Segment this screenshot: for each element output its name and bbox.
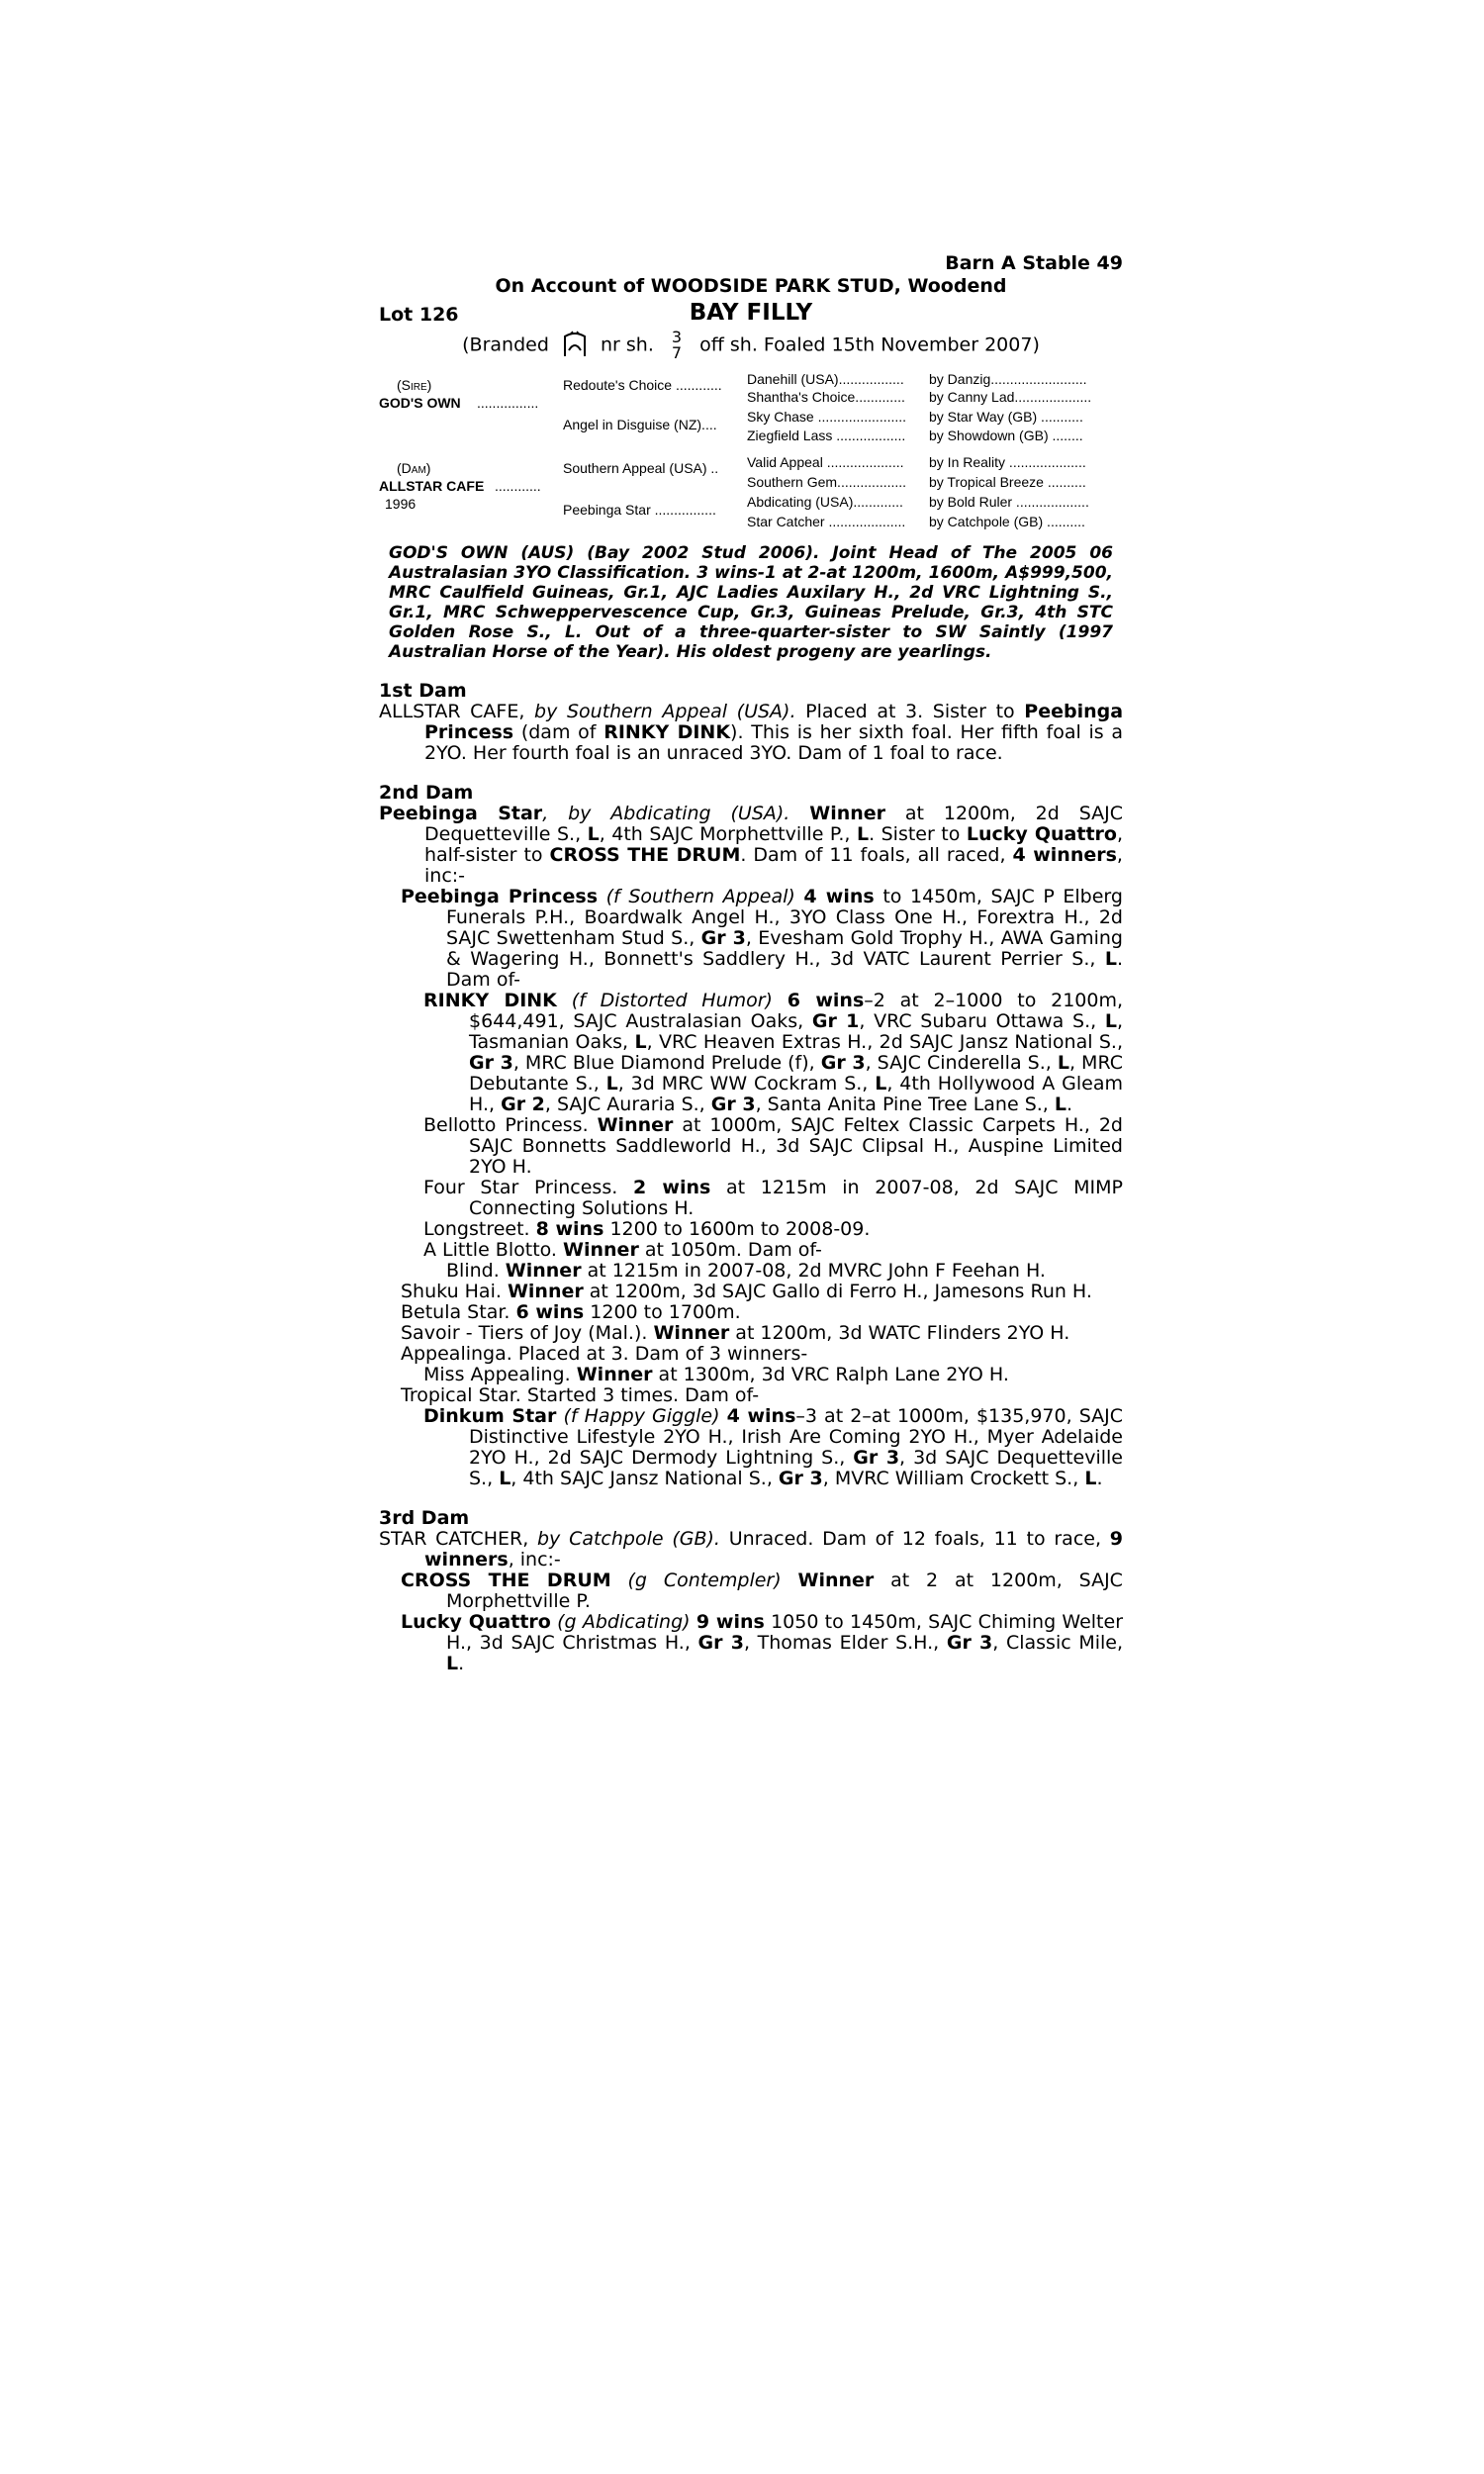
first-dam-heading: 1st Dam xyxy=(379,680,467,702)
first-dam-entry: ALLSTAR CAFE, by Southern Appeal (USA). Placed at 3. Sister to Peebinga Princess (dam of RINKY DINK). This is her sixth foal. Her fifth foal is a 2YO. Her fourth foal is an unraced 3YO. Dam of 1 foal to race. xyxy=(379,701,1124,764)
progeny-entry: Tropical Star. Started 3 times. Dam of- xyxy=(401,1384,760,1406)
pedigree-g3: Shantha's Choice............. xyxy=(747,389,905,405)
progeny-entry: Blind. Winner at 1215m in 2007-08, 2d MVRC John F Feehan H. xyxy=(446,1260,1046,1282)
progeny-entry: CROSS THE DRUM (g Contempler) Winner at 2 at 1200m, SAJC Morphettville P. xyxy=(401,1570,1123,1612)
progeny-entry: Savoir - Tiers of Joy (Mal.). Winner at 1200m, 3d WATC Flinders 2YO H. xyxy=(401,1322,1070,1344)
pedigree-table xyxy=(379,371,1123,529)
brand-number xyxy=(672,330,682,361)
progeny-entry: Lucky Quattro (g Abdicating) 9 wins 1050 to 1450m, SAJC Chiming Welter H., 3d SAJC Christmas H., Gr 3, Thomas Elder S.H., Gr 3, Classic Mile, L. xyxy=(401,1611,1124,1674)
pedigree-g2: Southern Appeal (USA) .. xyxy=(563,460,719,476)
brand-numerator: 3 xyxy=(671,328,683,346)
lot-number: Lot 126 xyxy=(379,304,459,326)
pedigree-g3: Ziegfield Lass .................. xyxy=(747,428,906,443)
progeny-entry: Shuku Hai. Winner at 1200m, 3d SAJC Gallo di Ferro H., Jamesons Run H. xyxy=(401,1281,1092,1302)
dam-foaled: 1996 xyxy=(385,496,417,512)
pedigree-g4: by Bold Ruler ................... xyxy=(929,494,1089,510)
pedigree-g4: by Tropical Breeze .......... xyxy=(929,474,1086,490)
progeny-entry: RINKY DINK (f Distorted Humor) 6 wins–2 at 2–1000 to 2100m, $644,491, SAJC Australasian Oaks, Gr 1, VRC Subaru Ottawa S., L, Tasmanian Oaks, L, VRC Heaven Extras H., 2d SAJC Jansz National S., Gr 3, MRC Blue Diamond Prelude (f), Gr 3, SAJC Cinderella S., L, MRC Debutante S., L, 3d MRC WW Cockram S., L, 4th Hollywood A Gleam H., Gr 2, SAJC Auraria S., Gr 3, Santa Anita Pine Tree Lane S., L. xyxy=(423,990,1124,1115)
brand-prefix: (Branded xyxy=(462,333,549,356)
third-dam-entry: STAR CATCHER, by Catchpole (GB). Unraced. Dam of 12 foals, 11 to race, 9 winners, inc:- xyxy=(379,1528,1123,1570)
pedigree-g4: by Showdown (GB) ........ xyxy=(929,428,1083,443)
second-dam-heading: 2nd Dam xyxy=(379,782,474,804)
pedigree-g3: Star Catcher .................... xyxy=(747,514,906,529)
progeny-entry: A Little Blotto. Winner at 1050m. Dam of- xyxy=(423,1239,822,1261)
progeny-entry: Appealinga. Placed at 3. Dam of 3 winners- xyxy=(401,1343,808,1365)
pedigree-g3: Abdicating (USA)............. xyxy=(747,494,903,510)
dam-dots: ............ xyxy=(495,478,541,494)
sire-name: GOD'S OWN xyxy=(379,395,461,411)
vendor-account: On Account of WOODSIDE PARK STUD, Woodend xyxy=(495,275,1007,297)
sire-dots: ................ xyxy=(477,395,539,411)
progeny-entry: Longstreet. 8 wins 1200 to 1600m to 2008-09. xyxy=(423,1218,871,1240)
pedigree-g4: by Catchpole (GB) .......... xyxy=(929,514,1085,529)
brand-suffix: off sh. Foaled 15th November 2007) xyxy=(699,333,1040,356)
pedigree-g3: Valid Appeal .................... xyxy=(747,454,904,470)
pedigree-g4: by Canny Lad.................... xyxy=(929,389,1092,405)
brand-mark-icon xyxy=(561,331,589,360)
sire-summary: GOD'S OWN (AUS) (Bay 2002 Stud 2006). Joint Head of The 2005 06 Australasian 3YO Classification. 3 wins-1 at 2-at 1200m, 1600m, A$999,500, MRC Caulfield Guineas, Gr.1, AJC Ladies Auxilary H., 2d VRC Lightning S., Gr.1, MRC Schweppervescence Cup, Gr.3, Guineas Prelude, Gr.3, 4th STC Golden Rose S., L. Out of a three-quarter-sister to SW Saintly (1997 Australian Horse of the Year). His oldest progeny are yearlings. xyxy=(389,543,1113,662)
horse-description: BAY FILLY xyxy=(689,300,813,326)
progeny-entry: Four Star Princess. 2 wins at 1215m in 2007-08, 2d SAJC MIMP Connecting Solutions H. xyxy=(423,1177,1123,1219)
progeny-entry: Dinkum Star (f Happy Giggle) 4 wins–3 at 2–at 1000m, $135,970, SAJC Distinctive Lifestyle 2YO H., Irish Are Coming 2YO H., Myer Adelaide 2YO H., 2d SAJC Dermody Lightning S., Gr 3, 3d SAJC Dequetteville S., L, 4th SAJC Jansz National S., Gr 3, MVRC William Crockett S., L. xyxy=(423,1405,1124,1489)
pedigree-g4: by In Reality .................... xyxy=(929,454,1086,470)
lot-line xyxy=(379,300,1123,328)
pedigree-g4: by Danzig......................... xyxy=(929,371,1087,387)
brand-denominator: 7 xyxy=(671,343,683,362)
brand-mid: nr sh. xyxy=(600,333,654,356)
sire-label: (Sire) xyxy=(397,377,432,393)
pedigree-g3: Danehill (USA)................. xyxy=(747,371,904,387)
dam-name: ALLSTAR CAFE xyxy=(379,478,485,494)
progeny-entry: Miss Appealing. Winner at 1300m, 3d VRC Ralph Lane 2YO H. xyxy=(423,1364,1009,1385)
pedigree-g3: Southern Gem.................. xyxy=(747,474,907,490)
dam-label: (Dam) xyxy=(397,460,431,476)
progeny-entry: Peebinga Princess (f Southern Appeal) 4 wins to 1450m, SAJC P Elberg Funerals P.H., Boardwalk Angel H., 3YO Class One H., Forextra H., 2d SAJC Swettenham Stud S., Gr 3, Evesham Gold Trophy H., AWA Gaming & Wagering H., Bonnett's Saddlery H., 3d VATC Laurent Perrier S., L. Dam of- xyxy=(401,886,1123,991)
barn-stable: Barn A Stable 49 xyxy=(945,252,1123,274)
progeny-entry: Betula Star. 6 wins 1200 to 1700m. xyxy=(401,1301,741,1323)
catalogue-page xyxy=(379,252,1123,1674)
second-dam-entry: Peebinga Star, by Abdicating (USA). Winner at 1200m, 2d SAJC Dequetteville S., L, 4th SAJC Morphettville P., L. Sister to Lucky Quattro, half-sister to CROSS THE DRUM. Dam of 11 foals, all raced, 4 winners, inc:- xyxy=(379,803,1123,887)
pedigree-g4: by Star Way (GB) ........... xyxy=(929,409,1083,425)
progeny-entry: Bellotto Princess. Winner at 1000m, SAJC Feltex Classic Carpets H., 2d SAJC Bonnetts Saddleworld H., 3d SAJC Clipsal H., Auspine Limited 2YO H. xyxy=(423,1114,1123,1178)
brand-line xyxy=(379,330,1123,365)
pedigree-g2: Peebinga Star ................ xyxy=(563,502,716,518)
pedigree-g3: Sky Chase ....................... xyxy=(747,409,907,425)
pedigree-g2: Angel in Disguise (NZ).... xyxy=(563,417,717,432)
third-dam-heading: 3rd Dam xyxy=(379,1507,470,1529)
pedigree-g2: Redoute's Choice ............ xyxy=(563,377,722,393)
